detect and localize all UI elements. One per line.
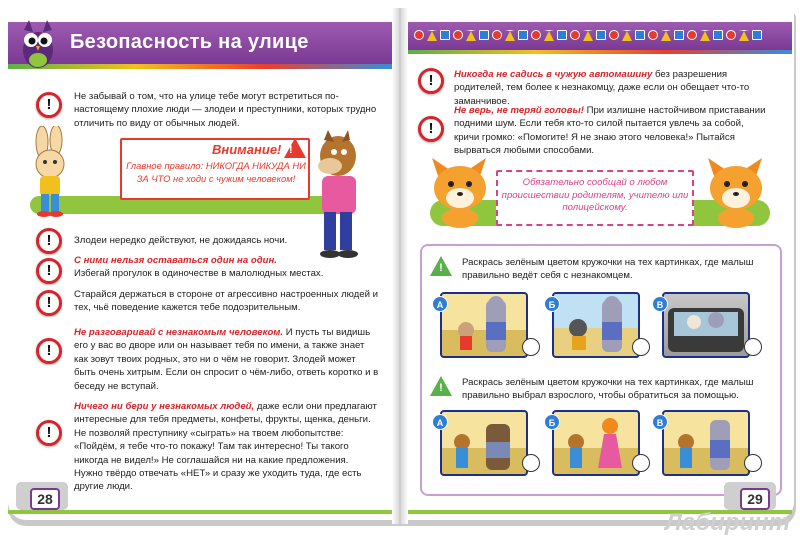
- left-header-stripe: [8, 64, 392, 69]
- owl-mascot-icon: [18, 16, 58, 72]
- warning-icon: [36, 290, 62, 316]
- warning-icon: [36, 338, 62, 364]
- rule-text: При излишне настойчивом приставании подними шум. Если тебя кто-то силой пытается увлечь за собой, кричи громко: «Помогите! Я не знаю этого человека!» Пытайся вырваться любыми способами.: [454, 105, 766, 157]
- answer-circle-b[interactable]: [632, 338, 650, 356]
- road-sign-icon: [739, 30, 749, 41]
- option-label-b: Б: [544, 414, 560, 430]
- rule-text: Избегай прогулок в одиночестве в малолюдных местах.: [74, 268, 324, 280]
- road-sign-icon: [453, 30, 463, 40]
- rule-block: [454, 68, 770, 108]
- rule-block: [74, 254, 379, 281]
- rule-emphasis: С ними нельзя оставаться один на один.: [74, 255, 277, 266]
- answer-circle-c[interactable]: [744, 454, 762, 472]
- fox-illustration: [700, 158, 774, 228]
- left-header-bar: [8, 22, 392, 64]
- rule-text: И пусть ты видишь его у вас во дворе или он называет тебя по имени, а также знает как зовут твоих родных, это ни о чём не говорит. Злодей может быть очень хитрым. Если он спросит о чём-либо, ответь коротко и в беседу не вступай.: [74, 327, 379, 392]
- intro-paragraph: Не забывай о том, что на улице тебе могут встретиться по-настоящему плохие люди — злодеи и преступники, которых трудно отличить по виду от обычных людей.: [74, 91, 377, 129]
- road-sign-icon: [622, 30, 632, 41]
- exercise-1-picture-b: [552, 292, 640, 358]
- road-sign-icon: [505, 30, 515, 41]
- bear-and-policeman-scene: [442, 412, 526, 474]
- road-sign-icon: [635, 30, 645, 40]
- road-sign-icon: [648, 30, 658, 40]
- rule-emphasis: Никогда не садись в чужую автомашину: [454, 69, 653, 80]
- road-sign-icon: [531, 30, 541, 40]
- rule-block: [454, 104, 770, 158]
- answer-circle-a[interactable]: [522, 454, 540, 472]
- road-signs-strip: [410, 30, 790, 42]
- page-number-left: 28: [30, 488, 60, 510]
- exercise-2-picture-c: [662, 410, 750, 476]
- exclamation-icon: !: [439, 382, 443, 394]
- warning-icon: [36, 92, 62, 118]
- warning-icon: [418, 116, 444, 142]
- wolf-illustration: [300, 130, 372, 260]
- road-sign-icon: [570, 30, 580, 40]
- road-sign-icon: [440, 30, 450, 40]
- road-sign-icon: [752, 30, 762, 40]
- rule-text: без разрешения родителей, тем более к незнакомцу, даже если он обещает что-то заманчивое.: [454, 69, 750, 107]
- left-footer-road: [8, 510, 392, 514]
- wolf-and-bunny-car-scene: [664, 294, 748, 356]
- rule-block: [74, 400, 379, 494]
- rule-text: Злодеи нередко действуют, не дожидаясь ночи.: [74, 235, 288, 246]
- right-header-stripe: [408, 50, 792, 54]
- rule-block: [74, 326, 379, 393]
- attention-text: Главное правило: НИКОГДА НИКУДА НИ ЗА ЧТО не ходи с чужим человеком!: [126, 160, 306, 184]
- exercise-2-picture-a: [440, 410, 528, 476]
- road-sign-icon: [414, 30, 424, 40]
- road-sign-icon: [479, 30, 489, 40]
- fox-illustration: [424, 158, 498, 228]
- road-sign-icon: [492, 30, 502, 40]
- road-sign-icon: [713, 30, 723, 40]
- answer-circle-c[interactable]: [744, 338, 762, 356]
- watermark-logo: Лабиринт: [665, 509, 790, 536]
- attention-heading: Внимание!: [212, 142, 282, 157]
- road-sign-icon: [609, 30, 619, 40]
- exercise-1-picture-c: [662, 292, 750, 358]
- bunny-illustration: [22, 126, 78, 218]
- road-sign-icon: [427, 30, 437, 41]
- bear-and-wolf-scene: [664, 412, 748, 474]
- exercise-1-picture-a: [440, 292, 528, 358]
- warning-icon: [36, 228, 62, 254]
- road-sign-icon: [726, 30, 736, 40]
- road-sign-icon: [596, 30, 606, 40]
- rule-emphasis: Ничего ни бери у незнакомых людей,: [74, 401, 255, 412]
- page-number-right: 29: [740, 488, 770, 510]
- exercise-2-picture-b: [552, 410, 640, 476]
- road-sign-icon: [544, 30, 554, 41]
- option-label-a: А: [432, 414, 448, 430]
- option-label-b: Б: [544, 296, 560, 312]
- road-sign-icon: [518, 30, 528, 40]
- notice-text: Обязательно сообщай о любом происшествии родителям, учителю или полицейскому.: [501, 177, 689, 213]
- option-label-c: В: [652, 414, 668, 430]
- road-sign-icon: [466, 30, 476, 41]
- option-label-a: А: [432, 296, 448, 312]
- exclamation-icon: !: [289, 144, 293, 156]
- rule-text: даже если они предлагают интересные для тебя предметы, конфеты, фрукты, щенка, деньги. Не позволяй преступнику «сыграть» на твоем любопытстве: «Пойдём, я тебе что-то покажу! Там так интересно! Ты такого никогда не видел!» Не соглашайся ни на какие предложения. Нужно твёрдо отвечать «НЕТ» и сразу же уходить туда, где есть другие люди.: [74, 401, 377, 493]
- road-sign-icon: [583, 30, 593, 41]
- option-label-c: В: [652, 296, 668, 312]
- rule-emphasis: Не разговаривай с незнакомым человеком.: [74, 327, 284, 338]
- road-sign-icon: [687, 30, 697, 40]
- road-sign-icon: [557, 30, 567, 40]
- exclamation-icon: !: [439, 262, 443, 274]
- road-sign-icon: [661, 30, 671, 41]
- wolf-and-kitten-scene: [442, 294, 526, 356]
- page-title: Безопасность на улице: [70, 31, 309, 53]
- answer-circle-b[interactable]: [632, 454, 650, 472]
- rule-emphasis: Не верь, не теряй головы!: [454, 105, 584, 116]
- road-sign-icon: [700, 30, 710, 41]
- answer-circle-a[interactable]: [522, 338, 540, 356]
- book-gutter: [392, 8, 408, 524]
- road-sign-icon: [674, 30, 684, 40]
- exercise-1-instruction: Раскрась зелёным цветом кружочки на тех картинках, где малыш правильно ведёт себя с незнакомцем.: [462, 257, 754, 282]
- bear-and-fox-lady-scene: [554, 412, 638, 474]
- warning-icon: [418, 68, 444, 94]
- exercise-2-instruction: Раскрась зелёным цветом кружочки на тех картинках, где малыш правильно выбрал взрослого, чтобы обратиться за помощью.: [462, 377, 754, 402]
- warning-icon: [36, 420, 62, 446]
- warning-icon: [36, 258, 62, 284]
- wolf-and-hedgehog-scene: [554, 294, 638, 356]
- rule-text: Старайся держаться в стороне от агрессивно настроенных людей и тех, чьё поведение кажется тебе подозрительным.: [74, 289, 378, 314]
